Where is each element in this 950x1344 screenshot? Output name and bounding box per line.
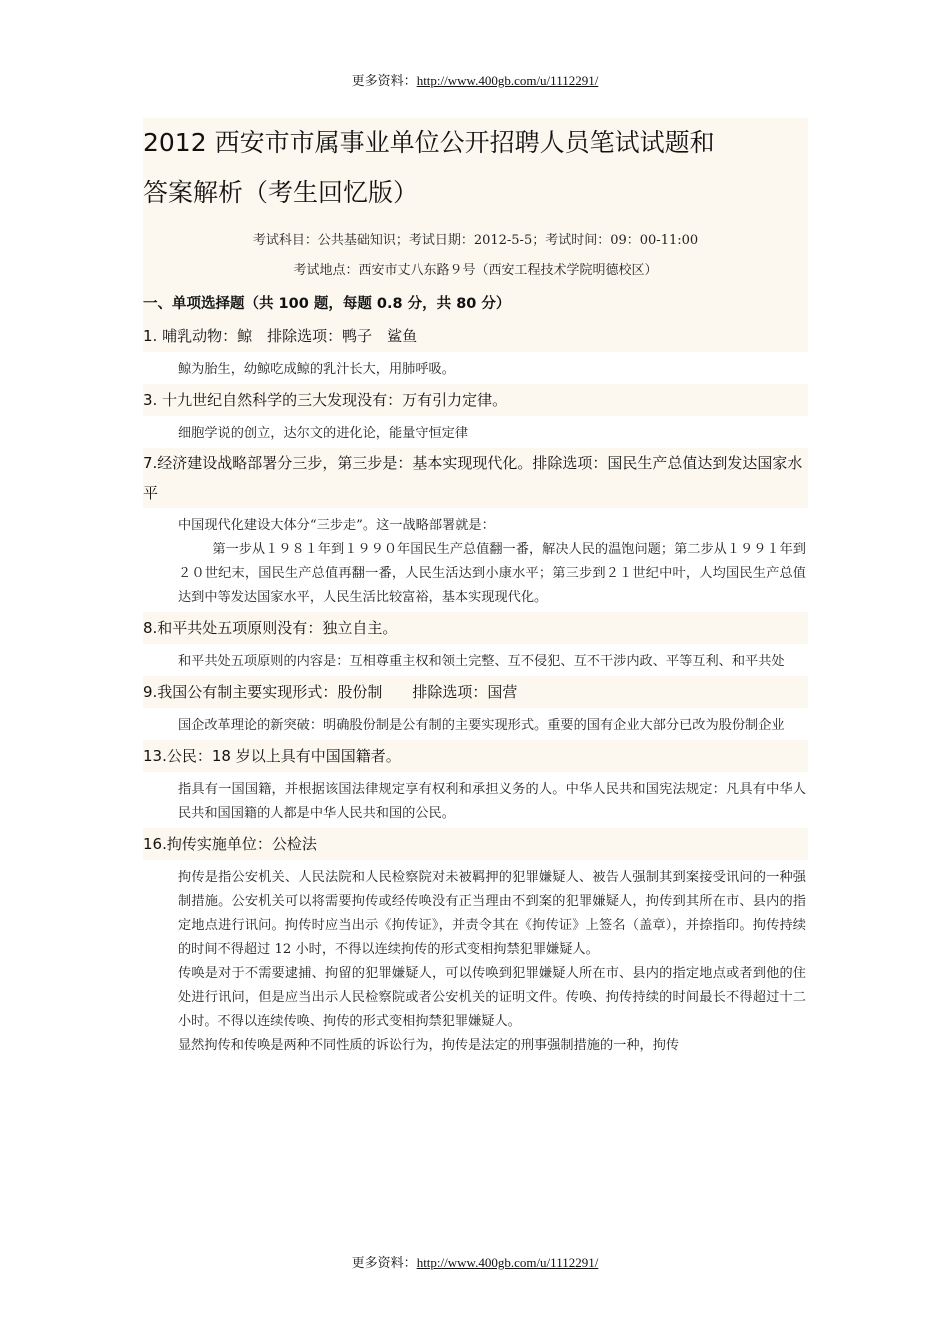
page-footer [0,1252,950,1271]
question-13: 13.公民：18 岁以上具有中国国籍者。 [143,740,808,772]
answer-paragraph: 指具有一国国籍，并根据该国法律规定享有权利和承担义务的人。中华人民共和国宪法规定：凡具有中华人民共和国国籍的人都是中华人民共和国的公民。 [178,782,806,821]
header-prefix: 更多资料： [351,73,417,88]
question-7: 7.经济建设战略部署分三步，第三步是：基本实现现代化。排除选项：国民生产总值达到发达国家水平 [143,448,808,508]
question-1: 1. 哺乳动物：鲸 排除选项：鸭子 鲨鱼 [143,327,418,345]
answer-paragraph: 拘传是指公安机关、人民法院和人民检察院对未被羁押的犯罪嫌疑人、被告人强制其到案接受讯问的一种强制措施。公安机关可以将需要拘传或经传唤没有正当理由不到案的犯罪嫌疑人，拘传到其所在市、县内的指定地点进行讯问。拘传时应当出示《拘传证》，并责令其在《拘传证》上签名（盖章），并捺指印。拘传持续的时间不得超过 12 小时，不得以连续拘传的形式变相拘禁犯罪嫌疑人。 [178,870,806,957]
question-8: 8.和平共处五项原则没有：独立自主。 [143,612,808,644]
section-heading: 一、单项选择题（共 100 题，每题 0.8 分，共 80 分） [143,296,511,312]
document-title-line-1: 2012 西安市市属事业单位公开招聘人员笔试试题和 [143,128,715,157]
question-16: 16.拘传实施单位：公检法 [143,828,808,860]
exam-location: 考试地点：西安市丈八东路９号（西安工程技术学院明德校区） [293,263,658,278]
answer-paragraph: 和平共处五项原则的内容是：互相尊重主权和领土完整、互不侵犯、互不干涉内政、平等互利、和平共处 [178,654,785,669]
answer-9 [143,714,808,738]
answer-paragraph: 显然拘传和传唤是两种不同性质的诉讼行为，拘传是法定的刑事强制措施的一种，拘传 [178,1038,680,1053]
question-9: 9.我国公有制主要实现形式：股份制 排除选项：国营 [143,676,808,708]
document-title-line-2: 答案解析（考生回忆版） [143,178,419,207]
exam-info: 考试科目：公共基础知识；考试日期：2012-5-5；考试时间：09：00-11:00 [252,233,699,248]
answer-paragraph: 细胞学说的创立，达尔文的进化论，能量守恒定律 [178,426,469,441]
answer-1 [143,358,808,382]
answer-paragraph: 国企改革理论的新突破：明确股份制是公有制的主要实现形式。重要的国有企业大部分已改为股份制企业 [178,718,785,733]
answer-paragraph: 鲸为胎生，幼鲸吃成鲸的乳汁长大，用肺呼吸。 [178,362,455,377]
title-block [143,118,808,352]
document-body [143,118,808,1060]
page-header [0,70,950,89]
answer-8 [143,650,808,674]
answer-16 [143,866,808,1058]
answer-13 [143,778,808,826]
answer-paragraph: 中国现代化建设大体分“三步走”。这一战略部署就是： [178,518,495,533]
answer-7 [143,514,808,610]
answer-paragraph: 第一步从１９８１年到１９９０年国民生产总值翻一番，解决人民的温饱问题；第二步从１９９１年到２０世纪末，国民生产总值再翻一番，人民生活达到小康水平；第三步到２１世纪中叶，人均国民生产总值达到中等发达国家水平，人民生活比较富裕，基本实现现代化。 [178,542,806,605]
footer-prefix: 更多资料： [351,1255,417,1270]
answer-paragraph: 传唤是对于不需要逮捕、拘留的犯罪嫌疑人，可以传唤到犯罪嫌疑人所在市、县内的指定地点或者到他的住处进行讯问，但是应当出示人民检察院或者公安机关的证明文件。传唤、拘传持续的时间最长不得超过十二小时。不得以连续传唤、拘传的形式变相拘禁犯罪嫌疑人。 [178,966,806,1029]
question-3: 3. 十九世纪自然科学的三大发现没有：万有引力定律。 [143,384,808,416]
header-link[interactable]: http://www.400gb.com/u/1112291/ [416,73,599,88]
answer-3 [143,422,808,446]
footer-link[interactable]: http://www.400gb.com/u/1112291/ [416,1255,599,1270]
